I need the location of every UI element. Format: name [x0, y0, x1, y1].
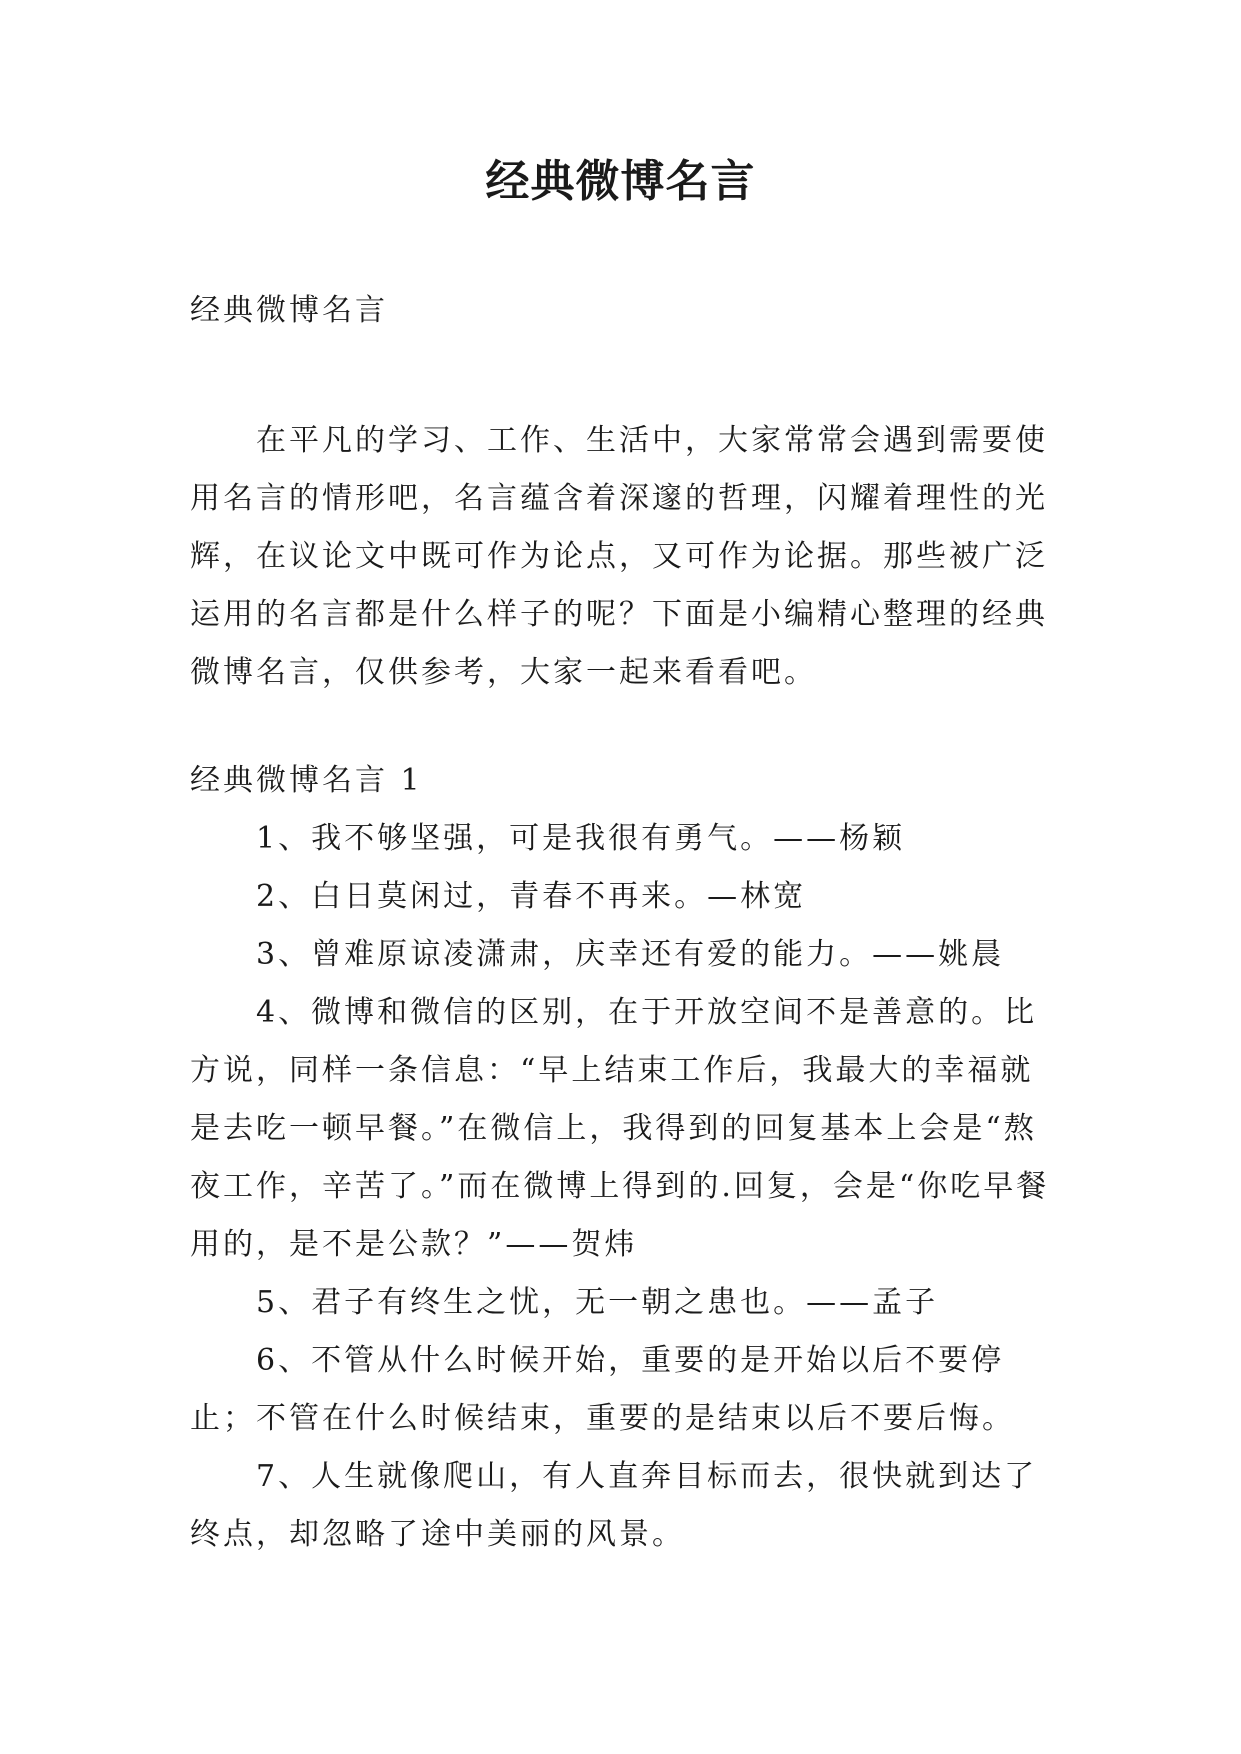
- section-heading: 经典微博名言 1: [190, 763, 423, 798]
- intro-paragraph: 在平凡的学习、工作、生活中，大家常常会遇到需要使用名言的情形吧，名言蕴含着深邃的哲理，闪耀着理性的光辉，在议论文中既可作为论点，又可作为论据。那些被广泛运用的名言都是什么样子的呢？下面是小编精心整理的经典微博名言，仅供参考，大家一起来看看吧。: [190, 423, 1048, 690]
- quote-item: 3、曾难原谅凌潇肃，庆幸还有爱的能力。——姚晨: [256, 937, 1005, 972]
- quote-item: 2、白日莫闲过，青春不再来。—林宽: [256, 879, 807, 914]
- quote-list: [190, 810, 1060, 1564]
- document-subtitle: 经典微博名言: [190, 293, 388, 328]
- document-body: [190, 286, 1060, 1564]
- document-title: 经典微博名言: [485, 156, 756, 207]
- quote-item: 1、我不够坚强，可是我很有勇气。——杨颖: [256, 821, 906, 856]
- quote-item: 5、君子有终生之忧，无一朝之患也。——孟子: [256, 1285, 939, 1320]
- quote-item: 7、人生就像爬山，有人直奔目标而去，很快就到达了终点，却忽略了途中美丽的风景。: [190, 1459, 1038, 1552]
- quote-item: 4、微博和微信的区别，在于开放空间不是善意的。比方说，同样一条信息：“早上结束工作后，我最大的幸福就是去吃一顿早餐。”在微信上，我得到的回复基本上会是“熬夜工作，辛苦了。”而在微博上得到的.回复，会是“你吃早餐用的，是不是公款？”——贺炜: [190, 995, 1050, 1262]
- quote-item: 6、不管从什么时候开始，重要的是开始以后不要停止；不管在什么时候结束，重要的是结束以后不要后悔。: [190, 1343, 1015, 1436]
